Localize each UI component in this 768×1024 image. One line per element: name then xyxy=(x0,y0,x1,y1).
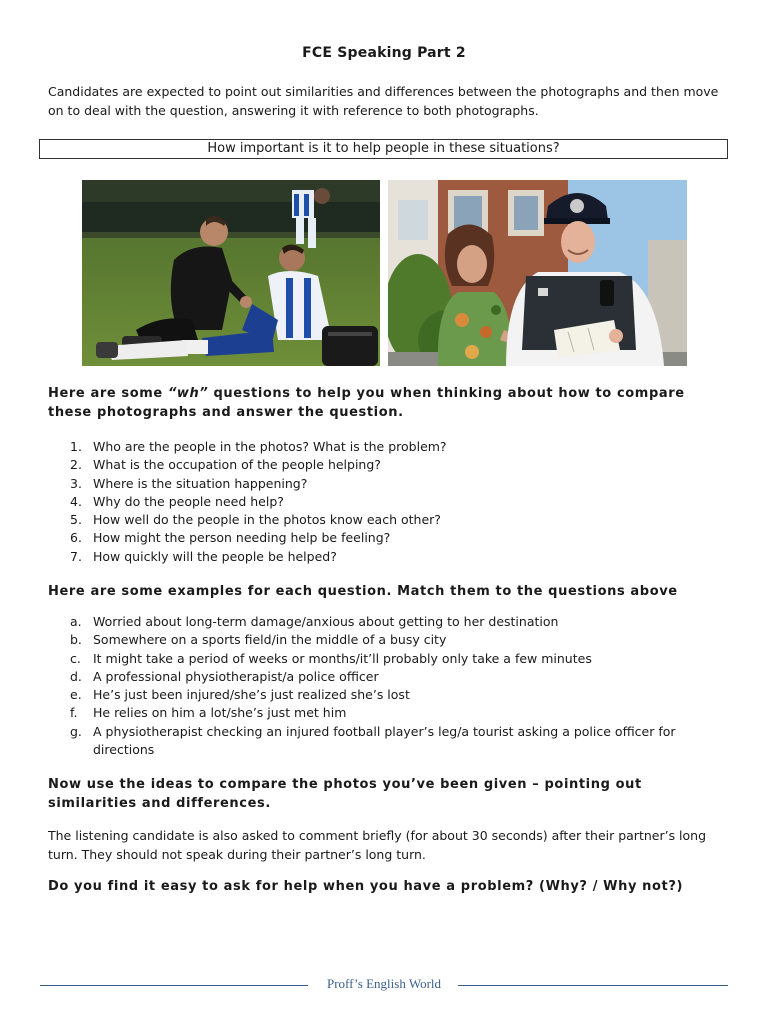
list-item-text: It might take a period of weeks or months/it’ll probably only take a few minutes xyxy=(93,650,592,666)
list-item-text: Somewhere on a sports field/in the middle of a busy city xyxy=(93,632,447,648)
list-item-text: Where is the situation happening? xyxy=(93,475,308,491)
list-item-text: How might the person needing help be feeling? xyxy=(93,530,391,546)
list-marker: a. xyxy=(70,614,82,629)
list-marker: d. xyxy=(70,668,82,684)
police-officer-tourist-photo xyxy=(388,180,687,366)
wh-questions-list xyxy=(70,438,720,566)
list-item-text: He’s just been injured/she’s just realized she’s lost xyxy=(93,687,410,703)
list-item xyxy=(70,475,720,493)
examples-list xyxy=(70,613,720,759)
main-question: How important is it to help people in these situations? xyxy=(207,141,560,156)
list-item xyxy=(70,723,720,760)
list-marker: 6. xyxy=(70,530,82,546)
list-item-text: Why do the people need help? xyxy=(93,493,284,509)
list-item xyxy=(70,650,720,668)
wh-heading-emphasis: “wh” xyxy=(167,386,209,401)
list-item-text: Who are the people in the photos? What is the problem? xyxy=(93,439,447,454)
page-title: FCE Speaking Part 2 xyxy=(302,45,466,61)
list-item xyxy=(70,493,720,511)
list-item xyxy=(70,613,720,631)
list-marker: e. xyxy=(70,687,82,703)
list-item xyxy=(70,529,720,547)
main-question-box xyxy=(39,139,728,159)
list-marker: 3. xyxy=(70,475,82,491)
list-marker: 7. xyxy=(70,548,82,564)
list-marker: 4. xyxy=(70,493,82,509)
list-marker: 1. xyxy=(70,439,82,454)
wh-questions-heading xyxy=(48,384,728,422)
list-item xyxy=(70,631,720,649)
listening-candidate-text: The listening candidate is also asked to comment briefly (for about 30 seconds) after their partner’s long turn. They should not speak during their partner’s long turn. xyxy=(48,828,707,862)
list-marker: f. xyxy=(70,705,78,721)
list-item xyxy=(70,668,720,686)
footer-rule-right xyxy=(458,985,728,986)
list-item-text: He relies on him a lot/she’s just met him xyxy=(93,705,347,721)
followup-question: Do you find it easy to ask for help when you have a problem? (Why? / Why not?) xyxy=(48,879,684,894)
list-marker: g. xyxy=(70,723,82,739)
list-item xyxy=(70,438,720,456)
list-item-text: What is the occupation of the people helping? xyxy=(93,457,381,473)
intro-text: Candidates are expected to point out similarities and differences between the photographs and then move on to deal with the question, answering it with reference to both photographs. xyxy=(48,84,719,118)
list-item-text: How well do the people in the photos know each other? xyxy=(93,512,441,528)
wh-heading-before: Here are some xyxy=(48,386,168,401)
list-item xyxy=(70,511,720,529)
list-marker: 5. xyxy=(70,512,82,528)
list-item xyxy=(70,456,720,474)
wh-heading-after: questions to help you when thinking about how to compare these photographs and answer the question. xyxy=(48,386,685,420)
list-marker: c. xyxy=(70,650,81,666)
examples-heading: Here are some examples for each question. Match them to the questions above xyxy=(48,584,678,599)
list-item xyxy=(70,686,720,704)
list-item xyxy=(70,548,720,566)
list-item xyxy=(70,704,720,722)
list-item-text: A physiotherapist checking an injured football player’s leg/a tourist asking a police officer for directions xyxy=(93,723,676,758)
list-item-text: How quickly will the people be helped? xyxy=(93,548,337,564)
list-marker: 2. xyxy=(70,457,82,473)
football-injury-photo xyxy=(82,180,380,366)
footer xyxy=(40,975,728,995)
list-item-text: Worried about long-term damage/anxious about getting to her destination xyxy=(93,614,559,629)
compare-heading: Now use the ideas to compare the photos you’ve been given – pointing out similarities and differences. xyxy=(48,777,642,811)
footer-brand: Proff’s English World xyxy=(326,976,442,991)
list-marker: b. xyxy=(70,632,82,648)
list-item-text: A professional physiotherapist/a police officer xyxy=(93,668,379,684)
